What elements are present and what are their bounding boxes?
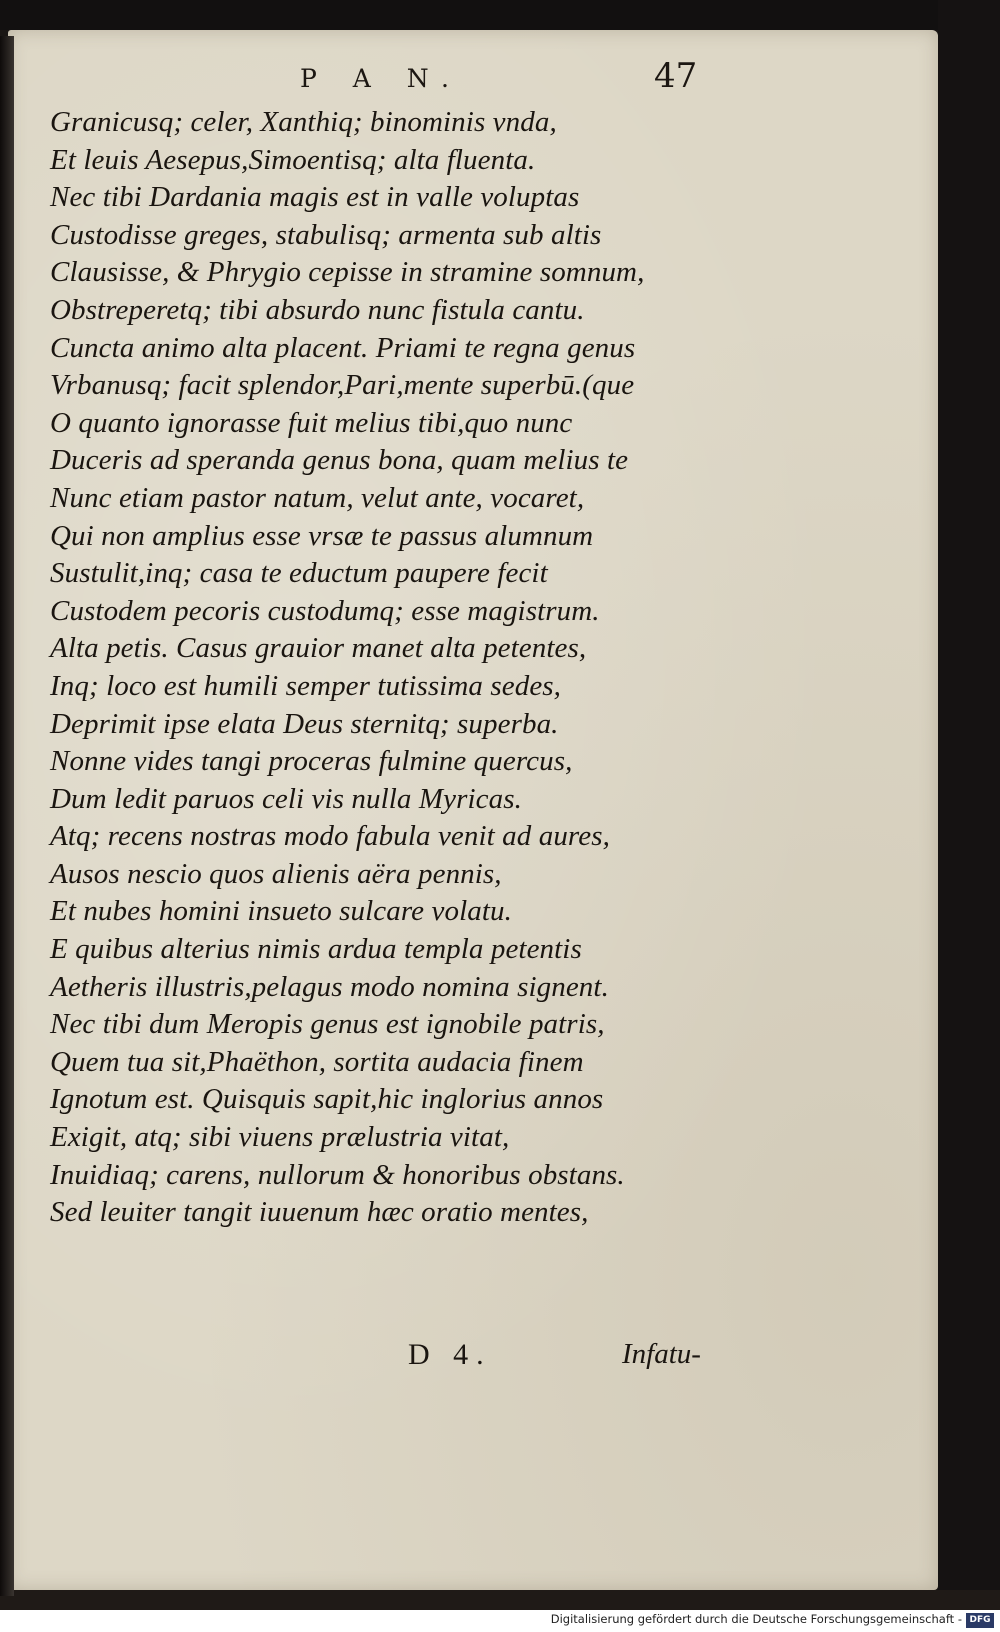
verse-line: Duceris ad speranda genus bona, quam melius te (50, 444, 629, 477)
signature-mark: D 4. (408, 1338, 492, 1371)
page-number: 47 (654, 56, 698, 96)
verse-line: Obstreperetq; tibi absurdo nunc fistula cantu. (50, 293, 585, 326)
verse-line: Vrbanusq; facit splendor,Pari,mente superbū.(que (50, 369, 635, 402)
verse-line: Alta petis. Casus grauior manet alta petentes, (50, 632, 587, 665)
verse-line: Exigit, atq; sibi viuens prælustria vitat, (50, 1121, 510, 1154)
verse-line: Atq; recens nostras modo fabula venit ad aures, (50, 820, 610, 853)
verse-line: Aetheris illustris,pelagus modo nomina signent. (50, 970, 609, 1003)
verse-line: Inq; loco est humili semper tutissima sedes, (50, 669, 562, 702)
dfg-logo-icon: DFG (966, 1613, 994, 1628)
verse-line: Nec tibi Dardania magis est in valle voluptas (50, 181, 580, 214)
funding-credit: Digitalisierung gefördert durch die Deutsche Forschungsgemeinschaft - (550, 1612, 962, 1626)
verse-line: Qui non amplius esse vrsæ te passus alumnum (50, 519, 594, 552)
verse-line: Et leuis Aesepus,Simoentisq; alta fluenta. (50, 143, 536, 176)
verse-line: Et nubes homini insueto sulcare volatu. (50, 895, 512, 928)
verse-line: O quanto ignorasse fuit melius tibi,quo nunc (50, 406, 573, 439)
verse-line: E quibus alterius nimis ardua templa petentis (50, 933, 582, 966)
scanner-bottom-edge (0, 1590, 1000, 1610)
verse-line: Nonne vides tangi proceras fulmine quercus, (50, 745, 573, 778)
verse-line: Cuncta animo alta placent. Priami te regna genus (50, 331, 636, 364)
verse-line: Inuidiaq; carens, nullorum & honoribus obstans. (50, 1158, 625, 1191)
page-gutter-shadow (0, 36, 14, 1596)
verse-line: Ausos nescio quos alienis aëra pennis, (50, 857, 502, 890)
verse-line: Nunc etiam pastor natum, velut ante, vocaret, (50, 481, 585, 514)
verse-line: Nec tibi dum Meropis genus est ignobile patris, (50, 1008, 605, 1041)
scanner-right-edge (938, 0, 1000, 1610)
verse-text-block (50, 104, 770, 1232)
catchword: Infatu- (622, 1338, 701, 1370)
verse-line: Quem tua sit,Phaëthon, sortita audacia finem (50, 1045, 584, 1078)
verse-line: Sustulit,inq; casa te eductum paupere fecit (50, 557, 548, 590)
verse-line: Granicusq; celer, Xanthiq; binominis vnda, (50, 106, 557, 138)
verse-line: Clausisse, & Phrygio cepisse in stramine somnum, (50, 256, 645, 289)
verse-line: Dum ledit paruos celi vis nulla Myricas. (50, 782, 522, 815)
verse-line: Deprimit ipse elata Deus sternitq; superba. (50, 707, 559, 740)
verse-line: Custodem pecoris custodumq; esse magistrum. (50, 594, 600, 627)
verse-line: Ignotum est. Quisquis sapit,hic inglorius annos (50, 1083, 604, 1116)
running-head: P A N. (300, 64, 463, 93)
verse-line: Sed leuiter tangit iuuenum hæc oratio mentes, (50, 1196, 589, 1229)
footer-credit-bar (0, 1610, 1000, 1632)
scanner-top-edge (0, 0, 1000, 30)
verse-line: Custodisse greges, stabulisq; armenta sub altis (50, 218, 602, 251)
